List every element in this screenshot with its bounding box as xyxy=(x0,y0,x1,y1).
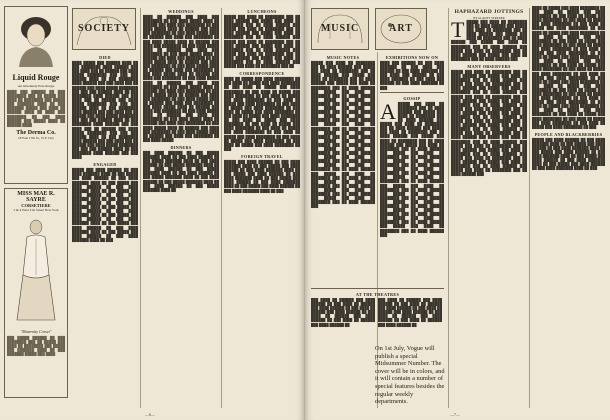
heading-many-observers: MANY OBSERVERS xyxy=(467,63,511,69)
drop-cap: T xyxy=(451,17,465,42)
ad-rouge-tagline: An Absolutely Pure Rouge xyxy=(17,84,55,88)
jottings-byline: BY GLADYS STRYKER xyxy=(473,16,505,20)
ad-rouge-address: 18 East 17th St., N.Y. City xyxy=(17,135,54,140)
corsetiere-ad xyxy=(4,188,68,398)
heading-weddings: WEDDINGS xyxy=(168,9,194,14)
ad-column xyxy=(4,6,68,408)
society-column-2 xyxy=(143,6,219,408)
weddings-text: ████ ██ ██████ ███ ████ ███ ████████ ██ ███ ████ █████ ████ ██ ██████ ███ ████ ███ ████████ ██ ███ ████ █████ ████ ██ ██████ ███ ████ ███ ████████ ██ ███ ████ █████ ████ ██ ██████ ███ ████ ███ ████████ ██ ███ ████ █████ ████ ██ ██████ ███ ████ ███ ████████ ██ ███ ████ █████ ████ ██ ██████ ███ ████ ███ ████████ ██ ███ ████ █████ ████ ██ ██████ ███ ████ ███ ████████ ██ ███ ████ █████ ████ ██ ██████ ███ ████ ███ ████████ ██ ███ ████ █████ ████ ██ ██████ ███ ████ ███ ████████ ██ ███ ████ █████ ████ ██ ██████ ███ ████ ███ ████████ ██ ███ ████ █████ ████ ██ ██████ ███ ████ ███ ████████ ██ ███ ████ █████ ████ ██ ██████ ███ ████ ███ ████████ ██ ███ ████ █████ ████ ██ ██████ ███ ████ ███ ████████ ██ ███ ████ █████ ████ ██ ██████ ███ ████ ███ ████████ ██ ███ ████ █████ ████ ██ ██████ ███ ████ ███ ████████ ██ ███ ████ █████ ████ ██ ██████ ███ ████ ███ ████████ ██ ███ ████ █████ ████ ██ ██████ ███ ████ ███ ████████ ██ ███ ████ █████ ████ ██ ██████ ███ ████ ███ ████████ ██ ███ ████ █████ ████ ██ ██████ ███ ████ ███ ████████ ██ ███ ████ █████ xyxy=(143,15,219,142)
ad-sayre-body: ███ █████ ██████ ██ ███ ████████ ███ ██ █████ ███ ████ ██ ████████ ███ █████ ███ ███████ ████ ██ ███ ███████ █████ ███ ████ xyxy=(7,336,65,357)
jottings-title: HAPHAZARD JOTTINGS xyxy=(454,9,524,15)
art-masthead xyxy=(375,8,427,50)
left-page-number: —6— xyxy=(145,412,155,417)
section-rule xyxy=(380,92,444,93)
jottings-text-2: █████ ███ ████ ██ ████████ ███ ██ ████ ██████ ███ █████ ███ ████ ██ ████████ ███ ██ ████ ██████ ███ █████ ███ ████ ██ ████████ ███ ██ ████ ██████ ███ █████ ███ ████ ██ ████████ ███ ██ ████ ██████ ███ █████ ███ ████ ██ ████████ ███ ██ ████ ██████ ███ █████ ███ ████ ██ ████████ ███ ██ ████ ██████ ███ █████ ███ ████ ██ ████████ ███ ██ ████ ██████ ███ █████ ███ ████ ██ ████████ ███ ██ ████ ██████ ███ █████ ███ ████ ██ ████████ ███ ██ ████ ██████ ███ █████ ███ ████ ██ ████████ ███ ██ ████ ██████ ███ █████ ███ ████ ██ ████████ ███ ██ ████ ██████ ███ █████ ███ ████ ██ ████████ ███ ██ ████ ██████ ███ █████ ███ ████ ██ ████████ ███ ██ ████ ██████ ███ █████ ███ ████ ██ ████████ ███ ██ ████ ██████ ███ █████ ███ ████ ██ ████████ ███ ██ ████ ██████ ███ █████ ███ ████ ██ ████████ ███ ██ ████ ██████ ███ █████ ███ ████ ██ ████████ ███ ██ ████ ██████ ███ xyxy=(451,69,527,177)
dinners-text: ███ ████ ██████ ██ ███ █████ ███████ ████ ██ ███ ████ ██████ ██ ███ █████ ███████ ████ ██ ███ ████ ██████ ██ ███ █████ ███████ ████ ██ ███ ████ ██████ ██ ███ █████ ███████ ████ ██ ███ ████ ██████ ██ ███ █████ ███████ ████ ██ ███ ████ ██████ ██ ███ █████ ███████ ████ ██ ███ ████ ██████ ██ ███ █████ ███████ ████ ██ xyxy=(143,150,219,192)
theatres-text-2: ███ ████ ██ ██████ ███ ████ ██████ ██ ███ ████ ██ ██████ ███ ████ ██████ ██ ███ ████ ██ ██████ ███ ████ ██████ ██ ███ ████ ██ ██████ ███ ████ ██████ ██ ███ ████ ██ ██████ ███ ████ ██████ ██ xyxy=(378,298,442,327)
column-divider xyxy=(140,8,141,408)
drop-cap: A xyxy=(380,98,396,124)
foreign-travel-text: █████ ███ ████ ██████ ██ ███ ████ ███████ ████ ██ ███ █████ ███ ████ ██████ ██ ███ ████ ███████ ████ ██ ███ █████ ███ ████ ██████ ██ ███ ████ ███████ ████ ██ ███ █████ ███ ████ ██████ ██ ███ ████ ███████ ████ ██ ███ █████ ███ ████ ██████ ██ ███ ████ ███████ ████ ██ ███ xyxy=(224,159,300,193)
column-divider xyxy=(529,8,530,408)
jottings-column-1 xyxy=(451,6,527,408)
heading-gossip: GOSSIP xyxy=(403,95,421,101)
column-divider xyxy=(448,8,449,408)
theatres-text: ███ ████ ██ ██████ ███ ████ ██████ ██ ███ ████ ██ ██████ ███ ████ ██████ ██ ███ ████ ██ ██████ ███ ████ ██████ ██ ███ ████ ██ ██████ ███ ████ ██████ ██ ███ ████ ██ ██████ ███ ████ ██████ ██ xyxy=(311,298,375,327)
music-notes-text: █████ ███ ████ ██ ████████ ███ ██ ████ ██████ ███ █████ ███ ████ ██ ████████ ███ ██ ████ ██████ ███ █████ ███ ████ ██ ████████ ███ ██ ████ ██████ ███ █████ ███ ████ ██ ████████ ███ ██ ████ ██████ ███ █████ ███ ████ ██ ████████ ███ ██ ████ ██████ ███ █████ ███ ████ ██ ████████ ███ ██ ████ ██████ ███ █████ ███ ████ ██ ████████ ███ ██ ████ ██████ ███ █████ ███ ████ ██ ████████ ███ ██ ████ ██████ ███ █████ ███ ████ ██ ████████ ███ ██ ████ ██████ ███ █████ ███ ████ ██ ████████ ███ ██ ████ ██████ ███ █████ ███ ████ ██ ████████ ███ ██ ████ ██████ ███ █████ ███ ████ ██ ████████ ███ ██ ████ ██████ ███ █████ ███ ████ ██ ████████ ███ ██ ████ ██████ ███ █████ ███ ████ ██ ████████ ███ ██ ████ ██████ ███ █████ ███ ████ ██ ████████ ███ ██ ████ ██████ ███ █████ ███ ████ ██ ████████ ███ ██ ████ ██████ ███ █████ ███ ████ ██ ████████ ███ ██ ████ ██████ ███ █████ ███ ████ ██ ████████ ███ ██ ████ ██████ ███ xyxy=(311,61,375,209)
society-title: SOCIETY xyxy=(77,23,130,34)
ad-sayre-subtitle: CORSETIERE xyxy=(21,203,51,208)
gossip-text: A █████ ███ ████ ██ ████████ ███ ██ ████ ██████ ███ █████ ███ ████ ██ ████████ ███ ██ ████ ██████ ███ █████ ███ ████ ██ ████████ ███ ██ ████ ██████ ███ █████ ███ ████ ██ ████████ ███ ██ ████ ██████ ███ █████ ███ ████ ██ ████████ ███ ██ ████ ██████ ███ █████ ███ ████ ██ ████████ ███ ██ ████ ██████ ███ █████ ███ ████ ██ ████████ ███ ██ ████ ██████ ███ █████ ███ ████ ██ ████████ ███ ██ ████ ██████ ███ █████ ███ ████ ██ ████████ ███ ██ ████ ██████ ███ █████ ███ ████ ██ ████████ ███ ██ ████ ██████ ███ █████ ███ ████ ██ ████████ ███ ██ ████ ██████ ███ █████ ███ ████ ██ ████████ ███ ██ ████ ██████ ███ █████ ███ ████ ██ ████████ ███ ██ ████ ██████ ███ █████ ███ ████ ██ ████████ ███ ██ ████ ██████ ███ █████ ███ ████ ██ ████████ ███ ██ ████ ██████ ███ █████ ███ ████ ██ ████████ ███ ██ ████ ██████ ███ xyxy=(380,98,444,237)
ad-rouge-title: Liquid Rouge xyxy=(12,73,60,82)
heading-people-blackberries: PEOPLE AND BLACKBERRIES xyxy=(534,131,603,137)
died-text: ████ █████ ███ ██████ ████ ██ ███ ████████ ████ ██████ ███ ███ ████ ███ ██ ██████ ███ ████ █████ ████████ ███ ███ ███ ██████ ████ ██ ███ ████████ ████ ██████ ███ ███ ████ ███ ██ ██████ ███ ████ █████ ████████ ███ ███ ███ ██████ ████ ██ ███ ████████ ████ ██████ ███ ███ ████ ███ ██ ██████ ███ ████ █████ ████████ ███ ███ ███ ██████ ████ ██ ███ ████████ ████ ██████ ███ ███ ████ ███ ██ ██████ ███ ████ █████ ████████ ███ ███ ███ ██████ ████ ██ ███ ████████ ████ ██████ ███ ███ ████ ███ ██ ██████ ███ ████ █████ ████████ ███ ███ ███ ██████ ████ ██ ███ ████████ ████ ██████ ███ ███ ████ ███ ██ ██████ ███ ████ █████ ████████ ███ ███ ███ ██████ ████ ██ ███ ████████ ████ ██████ ███ ███ ████ xyxy=(72,61,138,160)
ad-sayre-caption: "Maternity Corset" xyxy=(20,329,52,334)
liquid-rouge-ad xyxy=(4,6,68,184)
correspondence-text: ████ ██ █████ ███ ████ ████████ ██ ███ ████ ██ █████ ███ ████ ████████ ██ ███ ████ ██ █████ ███ ████ ████████ ██ ███ ████ ██ █████ ███ ████ ████████ ██ ███ ████ ██ █████ ███ ████ ████████ ██ ███ ████ ██ █████ ███ ████ ████████ ██ ███ ████ ██ █████ ███ ████ ████████ ██ ███ ████ ██ █████ ███ ████ ████████ ██ ███ ████ ██ █████ ███ ████ ████████ ██ ███ ████ ██ █████ ███ ████ ████████ ██ ███ ████ ██ █████ ███ ████ ████████ ██ ███ ████ ██ █████ ███ ████ ████████ ██ ███ ████ ██ █████ ███ ████ ████████ ██ ███ ████ ██ █████ ███ ████ ████████ ██ ███ ████ ██ █████ ███ ████ ████████ ██ ███ xyxy=(224,77,300,151)
jottings-column-2 xyxy=(532,6,605,408)
midsummer-notice: On 1st July, Vogue will publish a special Midsummer Number. The cover will be in colors, and it will contain a number of special features besides the regular weekly departments. xyxy=(375,345,445,406)
music-title: MUSIC xyxy=(320,23,360,34)
woman-portrait-illustration xyxy=(7,9,65,67)
ad-sayre-address: 5 & 4 West 31st Street New York xyxy=(13,208,59,212)
column-divider xyxy=(221,8,222,408)
corset-figure-illustration xyxy=(7,215,65,325)
jottings-text-3: ████ ██ █████ ███ ████ ████████ ██ ███ ████ ██ █████ ███ ████ ████████ ██ ███ ████ ██ █████ ███ ████ ████████ ██ ███ ████ ██ █████ ███ ████ ████████ ██ ███ ████ ██ █████ ███ ████ ████████ ██ ███ ████ ██ █████ ███ ████ ████████ ██ ███ ████ ██ █████ ███ ████ ████████ ██ ███ ████ ██ █████ ███ ████ ████████ ██ ███ ████ ██ █████ ███ ████ ████████ ██ ███ ████ ██ █████ ███ ████ ████████ ██ ███ ████ ██ █████ ███ ████ ████████ ██ ███ ████ ██ █████ ███ ████ ████████ ██ ███ ████ ██ █████ ███ ████ ████████ ██ ███ ████ ██ █████ ███ ████ ████████ ██ ███ ████ ██ █████ ███ ████ ████████ ██ ███ ████ ██ █████ ███ ████ ████████ ██ ███ ████ ██ █████ ███ ████ ████████ ██ ███ ████ ██ █████ ███ ████ ████████ ██ ███ ████ ██ █████ ███ ████ ████████ ██ ███ ████ ██ █████ ███ ████ ████████ ██ ███ ████ ██ █████ ███ ████ ████████ ██ ███ ████ ██ █████ ███ ████ ████████ ██ ███ ████ ██ █████ ███ ████ ████████ ██ ███ ████ ██ █████ ███ ████ ████████ ██ ███ ████ ██ █████ ███ ████ ████████ ██ ███ xyxy=(532,6,605,129)
jottings-text-4: █████ ███ ████ ██████ ██ ███ ████ ███████ ████ ██ ███ █████ ███ ████ ██████ ██ ███ ████ ███████ ████ ██ ███ █████ ███ ████ ██████ ██ ███ ████ ███████ ████ ██ ███ █████ ███ ████ ██████ ██ ███ ████ ███████ ████ ██ ███ █████ ███ ████ ██████ ██ ███ ████ ███████ ████ ██ ███ xyxy=(532,137,605,171)
luncheons-text: █████ ███ ████ ██ ████████ ███ ██ ████ ██████ ███ █████ ███ ████ ██ ████████ ███ ██ ████ ██████ ███ █████ ███ ████ ██ ████████ ███ ██ ████ ██████ ███ █████ ███ ████ ██ ████████ ███ ██ ████ ██████ ███ █████ ███ ████ ██ ████████ ███ ██ ████ ██████ ███ █████ ███ ████ ██ ████████ ███ ██ ████ ██████ ███ █████ ███ ████ ██ ████████ ███ ██ ████ ██████ ███ █████ ███ ████ ██ ████████ ███ ██ ████ ██████ ███ █████ ███ ████ ██ ████████ ███ ██ xyxy=(224,15,300,69)
theatres-box xyxy=(311,288,444,409)
music-masthead xyxy=(311,8,369,50)
heading-correspondence: CORRESPONDENCE xyxy=(239,71,285,77)
heading-dinners: DINNERS xyxy=(170,144,192,150)
art-title: ART xyxy=(389,23,413,34)
heading-foreign-travel: FOREIGN TRAVEL xyxy=(241,153,283,159)
heading-theatres: AT THE THEATRES xyxy=(355,292,400,297)
jottings-text: T █████ ███ ████ ██ ████████ ███ ██ ████ ██████ ███ █████ ███ ████ ██ ████████ ███ ██ ████ ██████ ███ █████ ███ ████ ██ ████████ ███ ██ ████ ██████ ███ █████ ███ ████ ██ ████████ ███ ██ ████ ██████ ███ █████ ███ ████ ██ ████████ ███ ██ ████ ██████ ███ █████ ███ ████ ██ ████████ ███ ██ ████ ██████ ███ xyxy=(451,17,527,61)
ad-sayre-title: MISS MAE R. SAYRE xyxy=(17,191,55,203)
heading-died: DIED xyxy=(99,55,111,60)
heading-engaged: ENGAGED xyxy=(93,162,117,168)
ad-rouge-company: The Derma Co. xyxy=(16,129,56,136)
heading-music-notes: MUSIC NOTES xyxy=(326,55,360,60)
right-page xyxy=(305,0,610,420)
society-masthead xyxy=(72,8,136,50)
society-column-1 xyxy=(72,52,138,408)
right-page-number: —7— xyxy=(450,412,460,417)
society-column-3 xyxy=(224,6,300,408)
exhibitions-text: ████ ███ ██████ ██ ███ ████ ███████ ██ ███ ████ ███ ██████ ██ ███ ████ ███████ ██ ███ ████ ███ ██████ ██ ███ ████ ███████ ██ ███ ████ ███ ██████ ██ ███ ████ ███████ ██ ███ xyxy=(380,61,444,90)
heading-exhibitions: EXHIBITIONS NOW ON xyxy=(385,55,439,60)
engaged-text: █████ ███ ████ ██████ ██ ███ ████ ███████ ████ ██ ███ █████ ███ ████ ██████ ██ ███ ████ ███████ ████ ██ ███ █████ ███ ████ ██████ ██ ███ ████ ███████ ████ ██ ███ █████ ███ ████ ██████ ██ ███ ████ ███████ ████ ██ ███ █████ ███ ████ ██████ ██ ███ ████ ███████ ████ ██ ███ █████ ███ ████ ██████ ██ ███ ████ ███████ ████ ██ ███ █████ ███ ████ ██████ ██ ███ ████ ███████ ████ ██ ███ █████ ███ ████ ██████ ██ ███ ████ ███████ ████ ██ ███ █████ ███ ████ ██████ ██ ███ ████ ███████ ████ ██ ███ xyxy=(72,168,138,242)
ad-rouge-body: ████ ███ ██████ ██ ███ ████████ ███ ██ █████ ███ ████ ██ ████████ ███ █████ ███ ███████ ████ ██ ███ ███████ █████ ███ ████ ██ ██████ ████ ██ ████ ███ ████████ ██ ███ ████ ██████ ███ █████ ████ ██ ██████ ████ xyxy=(7,90,65,127)
heading-luncheons: LUNCHEONS xyxy=(247,9,277,14)
